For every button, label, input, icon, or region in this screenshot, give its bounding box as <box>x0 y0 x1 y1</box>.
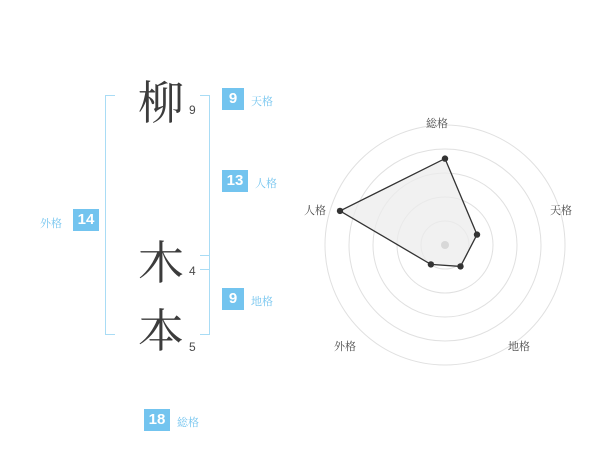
tenkaku-bracket <box>200 95 210 175</box>
chikaku-bracket <box>200 255 210 335</box>
radar-series-area <box>340 159 477 267</box>
gaikaku-value: 14 <box>73 209 99 231</box>
soukaku-label: 総格 <box>177 417 199 429</box>
radar-axis-label-gaikaku: 外格 <box>334 341 356 353</box>
radar-chart <box>300 110 590 395</box>
radar-axis-label-jinkaku: 人格 <box>304 205 326 217</box>
name-char-1: 柳 <box>138 76 184 130</box>
name-char-1-strokes: 9 <box>189 103 196 117</box>
chikaku-value: 9 <box>222 288 244 310</box>
radar-center-dot <box>441 241 449 249</box>
name-char-2: 木 <box>138 236 184 290</box>
name-char-3: 本 <box>138 304 184 358</box>
chikaku-label: 地格 <box>251 296 273 308</box>
name-char-2-strokes: 4 <box>189 264 196 278</box>
gaikaku-bracket <box>105 95 115 335</box>
jinkaku-label: 人格 <box>255 178 277 190</box>
gaikaku-label: 外格 <box>40 218 62 230</box>
tenkaku-value: 9 <box>222 88 244 110</box>
soukaku-value: 18 <box>144 409 170 431</box>
radar-axis-label-soukaku: 総格 <box>426 118 448 130</box>
name-char-3-strokes: 5 <box>189 340 196 354</box>
radar-axis-label-tenkaku: 天格 <box>550 205 572 217</box>
tenkaku-label: 天格 <box>251 96 273 108</box>
radar-axis-label-chikaku: 地格 <box>508 341 530 353</box>
jinkaku-value: 13 <box>222 170 248 192</box>
